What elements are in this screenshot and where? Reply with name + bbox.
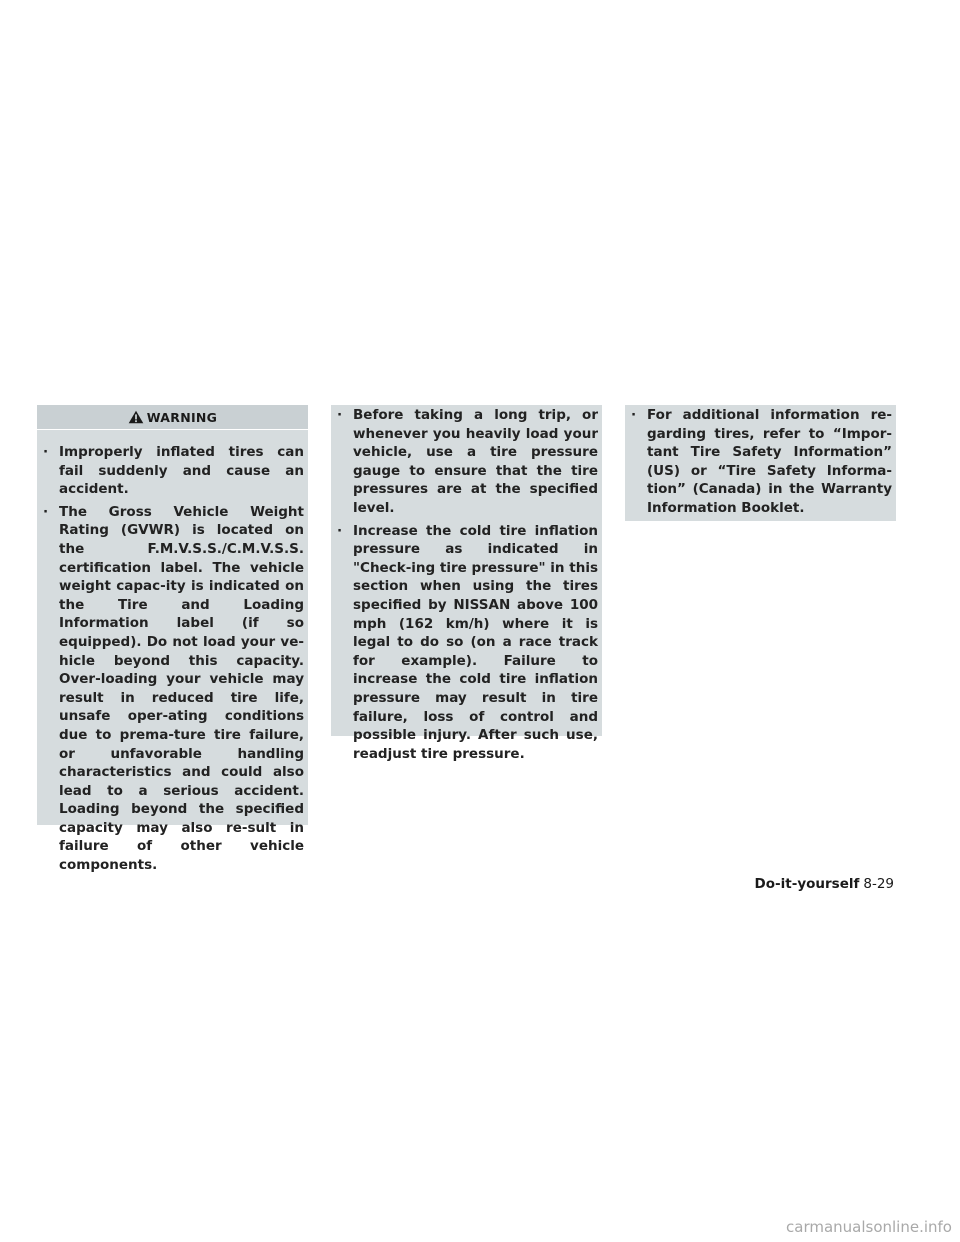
list-item	[43, 503, 304, 875]
section-title: Do-it-yourself	[754, 876, 860, 892]
bullet: ·	[337, 407, 343, 423]
warning-title: WARNING	[146, 409, 218, 425]
list-item-text: Increase the cold tire inflation pressure as indicated in "Check-ing tire pressure" in this section when using the tires specified by NISSAN above 100 mph (162 km/h) where it is legal to do so (on a race track for example). Failure to increase the cold tire inflation pressure may result in tire failure, loss of control and possible injury. After such use, readjust tire pressure.	[353, 522, 598, 762]
warning-list-column-2	[337, 406, 598, 767]
bullet: ·	[631, 407, 637, 423]
list-item	[631, 406, 892, 518]
bullet: ·	[337, 522, 343, 539]
list-item-text: The Gross Vehicle Weight Rating (GVWR) is located on the F.M.V.S.S./C.M.V.S.S. certification label. The vehicle weight capac-ity is indicated on the Tire and Loading Information label (if so equipped). Do not load your ve-hicle beyond this capacity. Over-loading your vehicle may result in reduced tire life, unsafe oper-ating conditions due to prema-ture tire failure, or unfavorable handling characteristics and could also lead to a serious accident. Loading beyond the specified capacity may also re-sult in failure of other vehicle components.	[59, 503, 304, 874]
list-item	[337, 522, 598, 764]
bullet: ·	[43, 444, 49, 460]
watermark: carmanualsonline.info	[786, 1218, 952, 1236]
list-item-text: Before taking a long trip, or whenever you heavily load your vehicle, use a tire pressure gauge to ensure that the tire pressures are at the specified level.	[353, 407, 598, 516]
warning-header	[37, 405, 308, 430]
page-footer	[755, 876, 894, 892]
list-item-text: Improperly inflated tires can fail suddenly and cause an accident.	[59, 444, 304, 498]
list-item	[43, 443, 304, 499]
list-item-text: For additional information re-garding tires, refer to “Impor-tant Tire Safety Information” (US) or “Tire Safety Informa-tion” (Canada) in the Warranty Information Booklet.	[647, 407, 892, 516]
list-item	[337, 406, 598, 518]
warning-triangle-icon	[128, 410, 144, 424]
warning-list-column-3	[631, 406, 892, 522]
warning-list-column-1	[43, 443, 304, 879]
page-number: 8-29	[863, 876, 894, 892]
bullet: ·	[43, 503, 49, 520]
